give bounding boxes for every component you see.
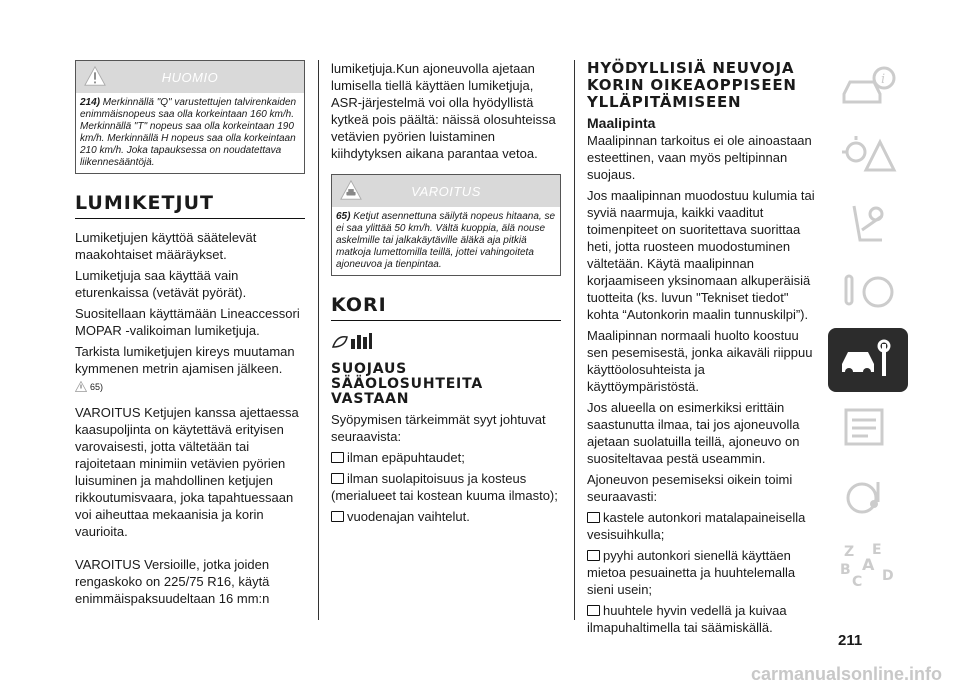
footer-watermark: carmanualsonline.info bbox=[750, 664, 942, 684]
warning-body bbox=[332, 207, 560, 275]
tab-warning-lights[interactable] bbox=[828, 124, 908, 188]
multimedia-icon bbox=[838, 472, 898, 520]
svg-text:C: C bbox=[852, 574, 863, 588]
tab-safety[interactable] bbox=[828, 192, 908, 256]
paragraph: Lumiketjuja saa käyttää vain eturenkaissa (vetävät pyörät). bbox=[75, 268, 247, 300]
chapter-sidebar bbox=[828, 56, 912, 600]
list-item-text: huuhtele hyvin vedellä ja kuivaa ilmapuhaltimella tai säämiskällä. bbox=[587, 603, 787, 635]
column-2 bbox=[331, 60, 561, 529]
section-heading-kori: KORI bbox=[331, 294, 561, 321]
column-divider bbox=[574, 60, 575, 620]
paragraph: VAROITUS Ketjujen kanssa ajettaessa kaasupoljinta on käytettävä erityisen varovaisesti, jotta vältetään tai rajoitetaan minimiin vetävien pyörien luisuminen ja mahdollinen ketjujen rikkoutumisvaara, joka tapahtuessaan voi aiheuttaa mekaanisia ja korin vaurioita. bbox=[75, 405, 299, 539]
tab-car-info[interactable] bbox=[828, 56, 908, 120]
list-item-text: pyyhi autonkori sienellä käyttäen mietoa pesuainetta ja huuhtelemalla sieni usein; bbox=[587, 548, 796, 597]
subheading-suojaus: SUOJAUS SÄÄOLOSUHTEITA VASTAAN bbox=[331, 361, 483, 407]
warning-text: Merkinnällä "Q" varustettujen talvirenkaiden enimmäisnopeus saa olla korkeintaan 160 km/h. Merkinnällä "T" nopeus saa olla korkeintaan 190 km/h. Merkinnällä H nopeus saa olla korkeintaan 210 km/h. Joka tapauksessa on noudatettava liikennesääntöjä. bbox=[80, 97, 297, 168]
bullet-icon bbox=[331, 511, 344, 522]
key-steering-icon bbox=[838, 268, 898, 316]
list-item bbox=[331, 449, 561, 466]
list-item-text: kastele autonkori matalapaineisella vesisuihkulla; bbox=[587, 510, 806, 542]
warning-lights-icon bbox=[838, 132, 898, 180]
svg-text:D: D bbox=[882, 568, 894, 584]
list-item bbox=[331, 508, 561, 525]
bullet-icon bbox=[331, 473, 344, 484]
car-info-icon bbox=[838, 64, 898, 112]
subheading-maalipinta: Maalipinta bbox=[587, 115, 656, 131]
warning-number: 214) bbox=[80, 97, 101, 108]
list-item bbox=[587, 547, 815, 598]
bullet-icon bbox=[587, 512, 600, 523]
warning-box-varoitus bbox=[331, 174, 561, 276]
paragraph: Tarkista lumiketjujen kireys muutaman kymmenen metrin ajamisen jälkeen. bbox=[75, 344, 295, 376]
paragraph: Suositellaan käyttämään Lineaccessori MOPAR -valikoiman lumiketjuja. bbox=[75, 306, 300, 338]
paragraph: Ajoneuvon pesemiseksi oikein toimi seuraavasti: bbox=[587, 472, 793, 504]
list-item-text: ilman epäpuhtaudet; bbox=[347, 450, 465, 465]
settings-list-icon bbox=[838, 404, 898, 452]
page-number: 211 bbox=[838, 632, 863, 649]
paragraph: Syöpymisen tärkeimmät syyt johtuvat seuraavista: bbox=[331, 412, 546, 444]
column-divider bbox=[318, 60, 319, 620]
bullet-icon bbox=[331, 452, 344, 463]
svg-text:E: E bbox=[872, 542, 882, 558]
column-3 bbox=[587, 60, 815, 640]
paragraph: lumiketjuja.Kun ajoneuvolla ajetaan lumisella tiellä käyttäen lumiketjuja, ASR-järjestelmä voi olla hyödyllistä kytkeä pois päältä: näissä olosuhteissa vetävien pyörien luistaminen kiihdytyksen aikana parantaa vetoa. bbox=[331, 61, 556, 161]
index-letters-icon bbox=[838, 540, 898, 588]
list-item bbox=[587, 509, 815, 543]
paragraph: VAROITUS Versioille, jotka joiden rengaskoko on 225/75 R16, käytä enimmäispaksuudeltaan 16 mm:n bbox=[75, 557, 270, 606]
leaf-factory-icon bbox=[331, 331, 375, 351]
column-1 bbox=[75, 60, 305, 611]
list-item-text: vuodenajan vaihtelut. bbox=[347, 509, 470, 524]
paragraph: Maalipinnan tarkoitus ei ole ainoastaan esteettinen, vaan myös peltipinnan suojaus. bbox=[587, 133, 812, 182]
warning-box-huomio bbox=[75, 60, 305, 174]
reference-note bbox=[75, 381, 305, 392]
environment-icon bbox=[331, 331, 561, 356]
warning-title: VAROITUS bbox=[411, 184, 481, 199]
tab-maintenance[interactable] bbox=[828, 328, 908, 392]
svg-text:A: A bbox=[862, 555, 875, 574]
tab-multimedia[interactable] bbox=[828, 464, 908, 528]
paragraph: Maalipinnan normaali huolto koostuu sen pesemisestä, jonka aikaväli riippuu käyttöolosuhteista ja käyttöympäristöstä. bbox=[587, 328, 813, 394]
bullet-icon bbox=[587, 605, 600, 616]
svg-text:i: i bbox=[881, 72, 886, 87]
warning-number: 65) bbox=[336, 211, 351, 222]
warning-box-header bbox=[76, 61, 304, 93]
tab-technical-data[interactable] bbox=[828, 396, 908, 460]
warning-text: Ketjut asennettuna säilytä nopeus hitaana, se ei saa ylittää 50 km/h. Vältä kuoppia, älä nouse askelmille tai jalkakäytäville äläkä aja pitkiä matkoja lumettomilla teillä, jottei vahingoiteta ajoneuvoa ja tienpintaa. bbox=[336, 211, 556, 270]
section-heading-neuvoja: HYÖDYLLISIÄ NEUVOJA KORIN OIKEAOPPISEEN YLLÄPITÄMISEEN bbox=[587, 59, 797, 111]
list-item-text: ilman suolapitoisuus ja kosteus (merialueet tai kostean kuuma ilmasto); bbox=[331, 471, 558, 503]
car-wrench-icon bbox=[838, 336, 898, 384]
section-heading-lumiketjut: LUMIKETJUT bbox=[75, 192, 305, 219]
warning-title: HUOMIO bbox=[161, 70, 219, 85]
warning-body bbox=[76, 93, 304, 173]
paragraph: Jos alueella on esimerkiksi erittäin saastunutta ilmaa, tai jos ajoneuvolla ajetaan suolatuilla teillä, ajoneuvo on suositeltavaa pestä useammin. bbox=[587, 400, 800, 466]
tab-starting-driving[interactable] bbox=[828, 260, 908, 324]
paragraph: Lumiketjujen käyttöä säätelevät maakohtaiset määräykset. bbox=[75, 230, 257, 262]
paragraph: Jos maalipinnan muodostuu kulumia tai syviä naarmuja, kaikki vaaditut toimenpiteet on suoritettava suorittaa heti, jotta ruosteen muodostuminen vältetään. Käytä maalipinnan korjaamiseen yksinomaan alkuperäisiä tuotteita (ks. luvun "Tekniset tiedot" kohta “Autonkorin maalin tunnuskilpi”). bbox=[587, 188, 815, 322]
svg-text:Z: Z bbox=[844, 544, 855, 560]
list-item bbox=[587, 602, 815, 636]
warning-box-header bbox=[332, 175, 560, 207]
tab-index[interactable] bbox=[828, 532, 908, 596]
list-item bbox=[331, 470, 561, 504]
warning-triangle-icon bbox=[75, 381, 87, 392]
reference-number: 65) bbox=[90, 381, 104, 392]
airbag-seat-icon bbox=[838, 200, 898, 248]
bullet-icon bbox=[587, 550, 600, 561]
svg-text:B: B bbox=[840, 562, 851, 578]
